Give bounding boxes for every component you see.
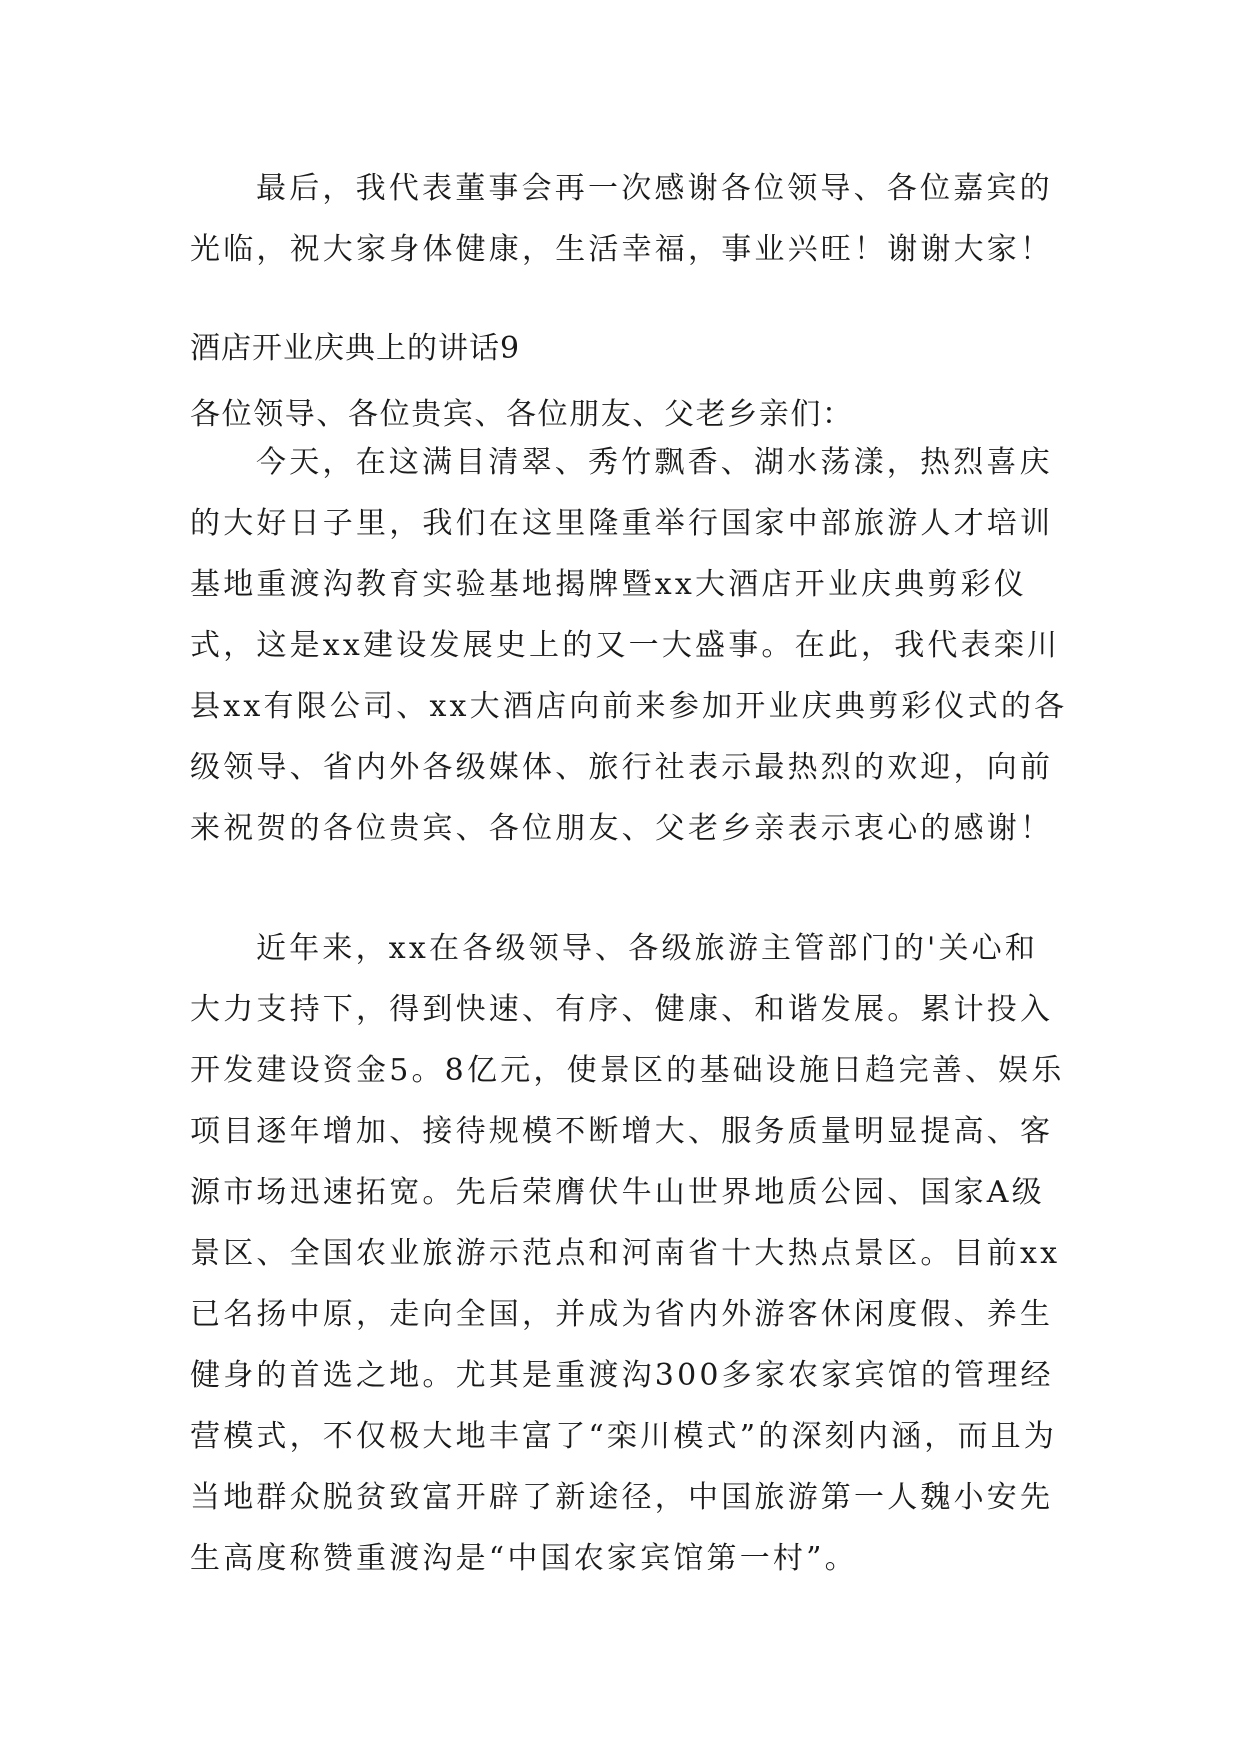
body-paragraph-2: 近年来，xx在各级领导、各级旅游主管部门的'关心和大力支持下，得到快速、有序、健康、和谐发展。累计投入开发建设资金5。8亿元，使景区的基础设施日趋完善、娱乐项目逐年增加、接待规模不断增大、服务质量明显提高、客源市场迅速拓宽。先后荣膺伏牛山世界地质公园、国家A级景区、全国农业旅游示范点和河南省十大热点景区。目前xx已名扬中原，走向全国，并成为省内外游客休闲度假、养生健身的首选之地。尤其是重渡沟300多家农家宾馆的管理经营模式，不仅极大地丰富了“栾川模式”的深刻内涵，而且为当地群众脱贫致富开辟了新途径，中国旅游第一人魏小安先生高度称赞重渡沟是“中国农家宾馆第一村”。 xyxy=(190,931,1065,1576)
section-title: 酒店开业庆典上的讲话9 xyxy=(190,331,521,366)
closing-paragraph: 最后，我代表董事会再一次感谢各位领导、各位嘉宾的光临，祝大家身体健康，生活幸福，事业兴旺！谢谢大家！ xyxy=(190,171,1054,267)
body-paragraph-1: 今天，在这满目清翠、秀竹飘香、湖水荡漾，热烈喜庆的大好日子里，我们在这里隆重举行国家中部旅游人才培训基地重渡沟教育实验基地揭牌暨xx大酒店开业庆典剪彩仪式，这是xx建设发展史上的又一大盛事。在此，我代表栾川县xx有限公司、xx大酒店向前来参加开业庆典剪彩仪式的各级领导、省内外各级媒体、旅行社表示最热烈的欢迎，向前来祝贺的各位贵宾、各位朋友、父老乡亲表示衷心的感谢！ xyxy=(190,445,1068,846)
salutation: 各位领导、各位贵宾、各位朋友、父老乡亲们： xyxy=(190,397,854,432)
